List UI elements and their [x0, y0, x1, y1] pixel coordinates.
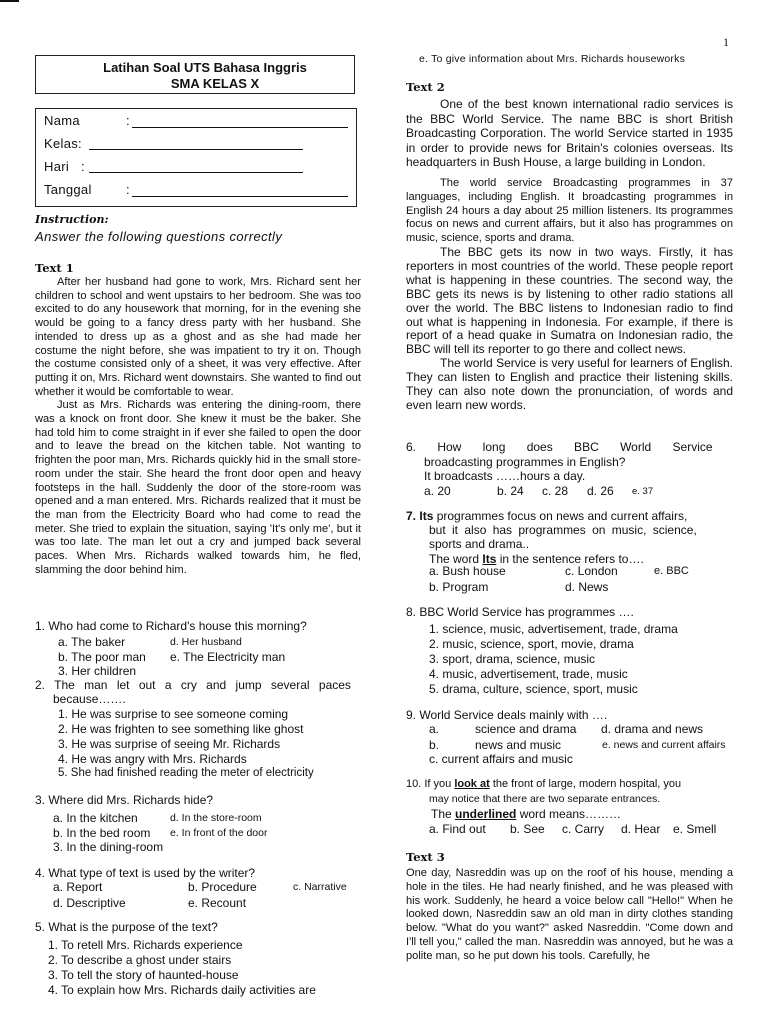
q10-pre: 10. If you	[406, 778, 455, 790]
q9-option-b-letter[interactable]: b.	[429, 738, 440, 752]
q7-ref-pre: The word	[429, 552, 483, 566]
field-label-nama: Nama	[44, 113, 80, 128]
q4-option-d[interactable]: d. Descriptive	[53, 896, 126, 910]
instruction-label: Instruction:	[35, 213, 109, 226]
text2-heading: Text 2	[406, 80, 445, 94]
q4-stem: 4. What type of text is used by the writer?	[35, 866, 256, 880]
q2-option-5[interactable]: 5. She had finished reading the meter of electricity	[58, 767, 314, 779]
text2-paragraph: The BBC gets its now in two ways. Firstly, it has reporters in most countries of the world. These people report what is happening in these countries. The second way, the BBC gets its news is by listening to other radio stations all over the world. The BBC listens to Indonesian radio to find out what is happening in Indonesia. For example, if there is report of a head quake in Sumatra on Indonesian radio, the BBC will tell its reporter to go there and collect news.	[406, 245, 733, 357]
text2-paragraph: One of the best known international radio services is the BBC World Service. The name BBC is short British Broadcasting Corporation. The world Service started in 1935 in order to provide news for Britain's colonies overseas. Its headquarters in Bush House, a large building in London.	[406, 97, 733, 170]
q6-option-a[interactable]: a. 20	[424, 484, 451, 498]
q1-option-a[interactable]: a. The baker	[58, 635, 126, 649]
q5-option-e[interactable]: e. To give information about Mrs. Richards houseworks	[419, 53, 686, 65]
q7-stem-rest: programmes focus on news and current affairs,	[433, 509, 688, 523]
q7-option-a[interactable]: a. Bush house	[429, 564, 506, 578]
q4-option-c[interactable]: c. Narrative	[293, 881, 347, 893]
q9-option-c[interactable]: c. current affairs and music	[429, 752, 573, 766]
field-label-kelas: Kelas:	[44, 136, 82, 151]
text3-heading: Text 3	[406, 850, 445, 864]
q4-option-e[interactable]: e. Recount	[188, 896, 247, 910]
q3-option-b[interactable]: b. In the bed room	[53, 826, 151, 840]
q5-option-2[interactable]: 2. To describe a ghost under stairs	[48, 953, 232, 967]
text2-body-3	[406, 246, 733, 413]
q10-option-b[interactable]: b. See	[510, 822, 545, 836]
field-label-hari: Hari	[44, 159, 70, 174]
q10-ref-word: underlined	[455, 807, 517, 821]
tanggal-input-line[interactable]	[132, 196, 348, 197]
q6-stem-line1: 6. How long does BBC World Service	[406, 440, 713, 454]
field-sep-nama: :	[126, 113, 130, 128]
q9-option-a-letter[interactable]: a.	[429, 722, 440, 736]
q3-option-d[interactable]: d. In the store-room	[170, 812, 262, 824]
text3-body	[406, 867, 733, 964]
q3-stem: 3. Where did Mrs. Richards hide?	[35, 793, 214, 807]
q2-stem-line2: because…….	[53, 692, 126, 706]
q5-option-3[interactable]: 3. To tell the story of haunted-house	[48, 968, 239, 982]
q6-option-d[interactable]: d. 26	[587, 484, 614, 498]
q5-stem: 5. What is the purpose of the text?	[35, 920, 218, 934]
title-line-2: SMA KELAS X	[170, 76, 260, 91]
text1-paragraph: Just as Mrs. Richards was entering the dining-room, there was a knock on front door. She knew it must be the baker. She had told him to come straight in if ever she failed to open the door and to leave the bread on the kitchen table. Not wanting to frighten the poor man, Mrs. Richards quickly hid in the small store-room under the stair. She heard the front door open and heavy footsteps in the hall. Suddenly the door of the store-room was opened and a man entered. Mrs. Richards realized that it must be the man from the Electricity Board who had come to read the meter. She tried to explain the situation, saying 'It's only me', but it was too late. The man let out a cry and jumped back several paces. When Mrs. Richards walked towards him, he fled, slamming the door behind him.	[35, 399, 361, 576]
q10-option-d[interactable]: d. Hear	[621, 822, 661, 836]
q5-option-4[interactable]: 4. To explain how Mrs. Richards daily activities are	[48, 983, 316, 997]
instruction-text: Answer the following questions correctly	[35, 229, 283, 244]
q4-option-a[interactable]: a. Report	[53, 880, 103, 894]
q7-option-b[interactable]: b. Program	[429, 580, 489, 594]
q10-ref-pre: The	[431, 807, 456, 821]
text3-paragraph: One day, Nasreddin was up on the roof of his house, mending a hole in the tiles. He had nearly finished, and he was pleased with his work. Suddenly, he heard a voice below call "Hello!" When he looked down, Nasreddin saw an old man in dirty clothes standing below. "What do you want?" asked Nasreddin. "Come down and I'll tell you," called the man. Nasreddin was annoyed, but he was a polite man, so he put down his tools. Carefully, he	[406, 867, 733, 962]
q1-option-d[interactable]: d. Her husband	[170, 636, 242, 648]
q7-stem-line2: but it also has programmes on music, science,	[429, 523, 697, 537]
q1-option-c[interactable]: 3. Her children	[58, 664, 137, 678]
q7-number: 7.	[406, 509, 417, 523]
page-number: 1	[723, 35, 729, 49]
field-sep-hari: :	[81, 159, 85, 174]
nama-input-line[interactable]	[132, 127, 348, 128]
q2-option-3[interactable]: 3. He was surprise of seeing Mr. Richards	[58, 737, 281, 751]
q10-ref-post: word means………	[516, 807, 622, 821]
q8-option-3[interactable]: 3. sport, drama, science, music	[429, 652, 596, 666]
q2-stem-line1: 2. The man let out a cry and jump several paces	[35, 678, 351, 692]
title-line-1: Latihan Soal UTS Bahasa Inggris	[103, 60, 307, 75]
kelas-input-line[interactable]	[89, 149, 303, 150]
hari-input-line[interactable]	[89, 172, 303, 173]
q10-option-e[interactable]: e. Smell	[673, 822, 717, 836]
q2-option-1[interactable]: 1. He was surprise to see someone coming	[58, 707, 289, 721]
q6-option-b[interactable]: b. 24	[497, 484, 524, 498]
student-info-form	[35, 108, 357, 207]
text1-body	[35, 276, 361, 577]
field-label-tanggal: Tanggal	[44, 182, 92, 197]
q9-option-a[interactable]: science and drama	[475, 722, 577, 736]
text1-paragraph: After her husband had gone to work, Mrs. Richard sent her children to school and went upstairs to her bedroom. She was too excited to do any housework that morning, for in the evening she would be going to a fancy dress party with her husband. She intended to dress up as a ghost and as she had made her costume the night before, she was impatient to try it on. Though the costume consisted only of a sheet, it was very effective. After putting it on, Mrs. Richard went downstairs. She wanted to find out whether it would be comfortable to wear.	[35, 276, 361, 398]
q8-option-1[interactable]: 1. science, music, advertisement, trade, drama	[429, 622, 678, 636]
q6-option-e[interactable]: e. 37	[632, 486, 654, 497]
q9-option-b[interactable]: news and music	[475, 738, 562, 752]
q10-option-a[interactable]: a. Find out	[429, 822, 486, 836]
q7-its-word: Its	[419, 509, 434, 523]
text2-body-2	[406, 177, 733, 246]
q7-option-c[interactable]: c. London	[565, 564, 618, 578]
q6-option-c[interactable]: c. 28	[542, 484, 569, 498]
title-box	[35, 55, 355, 94]
q3-option-a[interactable]: a. In the kitchen	[53, 811, 138, 825]
q8-option-5[interactable]: 5. drama, culture, science, sport, music	[429, 682, 638, 696]
q9-option-d[interactable]: d. drama and news	[601, 722, 704, 736]
q7-stem-line3: sports and drama..	[429, 537, 530, 551]
q7-ref-word: Its	[482, 552, 497, 566]
q2-option-2[interactable]: 2. He was frighten to see something like ghost	[58, 722, 304, 736]
q10-stem-line1	[406, 778, 681, 790]
q10-reference	[431, 807, 621, 821]
q7-option-e[interactable]: e. BBC	[654, 565, 689, 577]
q1-stem: 1. Who had come to Richard's house this morning?	[35, 619, 307, 633]
q1-option-e[interactable]: e. The Electricity man	[170, 650, 286, 664]
q8-option-4[interactable]: 4. music, advertisement, trade, music	[429, 667, 628, 681]
q10-stem-line2: may notice that there are two separate entrances.	[429, 793, 661, 805]
q2-option-4[interactable]: 4. He was angry with Mrs. Richards	[58, 752, 247, 766]
q6-stem-line2: broadcasting programmes in English?	[424, 455, 626, 469]
q10-option-c[interactable]: c. Carry	[562, 822, 604, 836]
text2-paragraph: The world Service is very useful for learners of English. They can listen to English and practice their listening skills. They can also note down the pronunciation, of words and even learn new words.	[406, 356, 733, 412]
q4-option-b[interactable]: b. Procedure	[188, 880, 257, 894]
q8-stem: 8. BBC World Service has programmes ….	[406, 605, 634, 619]
q1-option-b[interactable]: b. The poor man	[58, 650, 146, 664]
text2-paragraph: The world service Broadcasting programmes in 37 languages, including English. It broadcasting programmes in English 24 hours a day about 25 million listeners. Its programmes focus on news and current affairs, but it also has programmes on music, science, sports and drama.	[406, 177, 733, 245]
corner-mark	[0, 0, 19, 2]
q10-post: the front of large, modern hospital, you	[489, 778, 682, 790]
q9-stem: 9. World Service deals mainly with ….	[406, 708, 608, 722]
text2-body-1	[406, 97, 733, 170]
q6-stem-line3: It broadcasts ……hours a day.	[424, 469, 586, 483]
field-sep-tanggal: :	[126, 182, 130, 197]
text1-heading: Text 1	[35, 261, 74, 275]
q3-option-e[interactable]: e. In front of the door	[170, 827, 268, 839]
q5-option-1[interactable]: 1. To retell Mrs. Richards experience	[48, 938, 243, 952]
q7-stem-line1	[406, 509, 687, 523]
q7-ref-post: in the sentence refers to….	[496, 552, 644, 566]
q7-option-d[interactable]: d. News	[565, 580, 609, 594]
q10-phrase: look at	[454, 778, 490, 790]
q9-option-e[interactable]: e. news and current affairs	[602, 739, 726, 751]
q3-option-c[interactable]: 3. In the dining-room	[53, 840, 164, 854]
q8-option-2[interactable]: 2. music, science, sport, movie, drama	[429, 637, 634, 651]
